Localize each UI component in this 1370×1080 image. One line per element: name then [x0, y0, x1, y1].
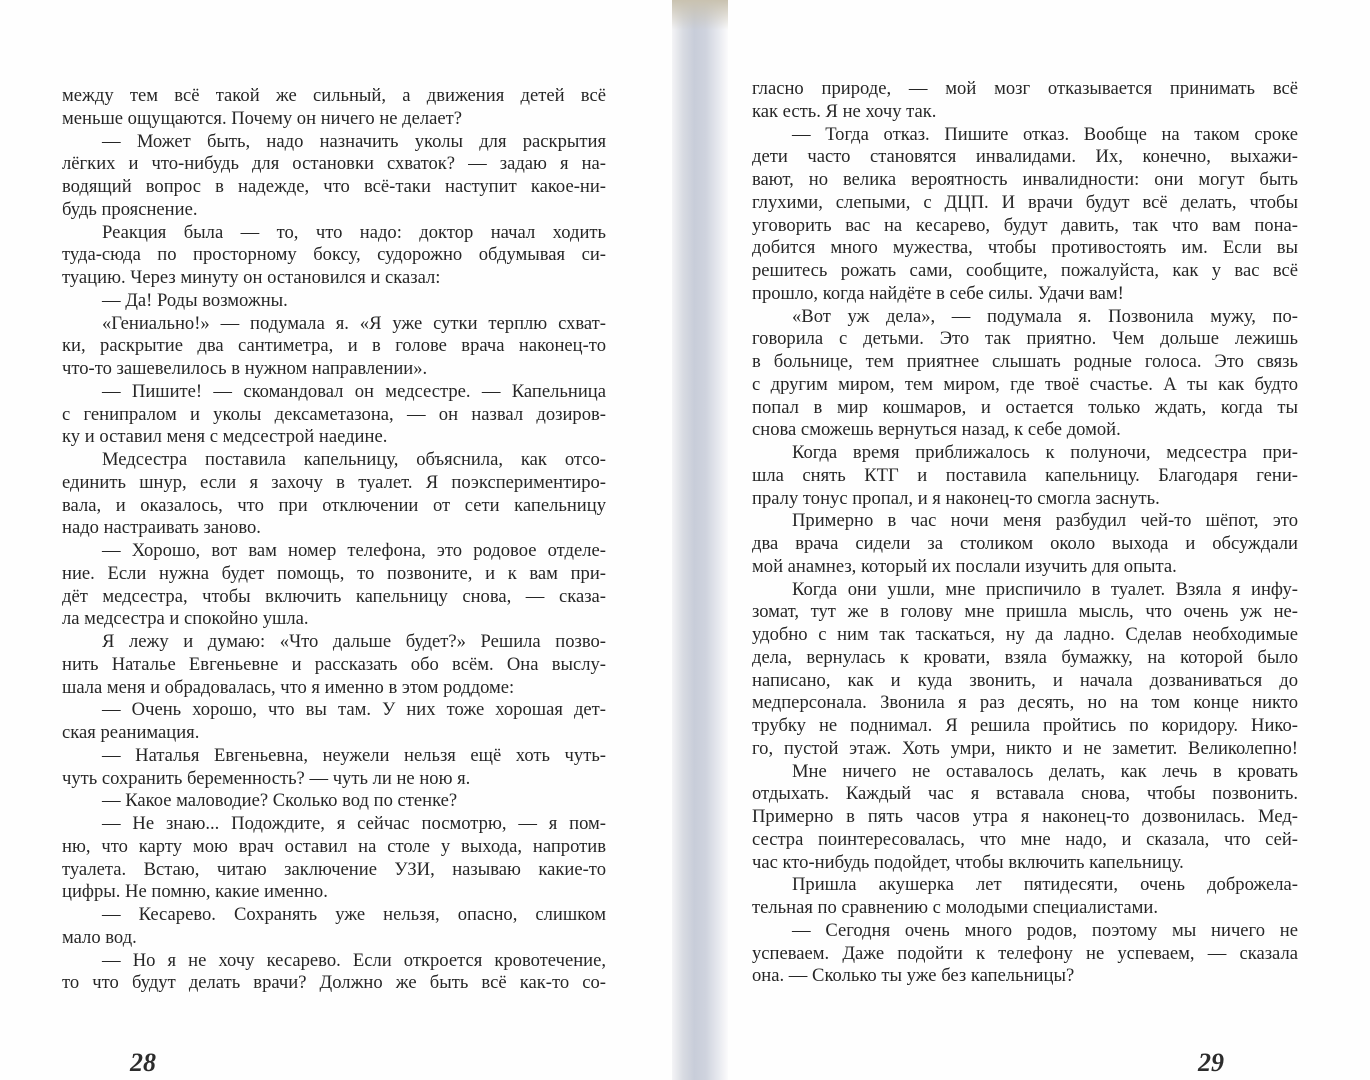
text-line: туалета. Встаю, читаю заключение УЗИ, называю какие-то — [62, 858, 606, 880]
text-line: мой анамнез, который их послали изучить для опыта. — [752, 555, 1177, 577]
text-line: ки, раскрытие два сантиметра, и в голове врача наконец-то — [62, 335, 606, 357]
text-line: — Наталья Евгеньевна, неужели нельзя ещё хоть чуть- — [102, 744, 606, 766]
text-line: — Может быть, надо назначить уколы для раскрытия — [102, 130, 606, 152]
text-line: — Но я не хочу кесарево. Если откроется кровотечение, — [102, 949, 606, 971]
text-line: шала меня и обрадовалась, что я именно в этом роддоме: — [62, 676, 515, 698]
text-line: ние. Если нужна будет помощь, то позвоните, и к вам при- — [62, 562, 606, 584]
text-line: «Вот уж дела», — подумала я. Позвонила мужу, по- — [792, 305, 1298, 327]
text-line: Примерно в пять часов утра я наконец-то дозвонилась. Мед- — [752, 806, 1298, 827]
text-line: с генипралом и уколы дексаметазона, — он назвал дозиров- — [62, 403, 606, 425]
text-line: «Гениально!» — подумала я. «Я уже сутки терплю схват- — [102, 312, 606, 334]
text-line: Примерно в час ночи меня разбудил чей-то шёпот, это — [792, 510, 1298, 532]
text-line: что-то зашевелилось в нужном направлении». — [62, 358, 428, 379]
text-line: надо настраивать заново. — [62, 517, 261, 539]
text-line: меньше ощущаются. Почему он ничего не делает? — [62, 107, 463, 129]
text-line: два врача сидели за столиком около выхода и обсуждали — [752, 533, 1298, 554]
gutter-shadow — [672, 0, 728, 30]
text-line: то что будут делать врачи? Должно же быть всё как-то со- — [62, 972, 606, 994]
text-line: — Хорошо, вот вам номер телефона, это родовое отделе- — [102, 540, 606, 561]
text-line: единить шнур, если я захочу в туалет. Я поэкспериментиро- — [62, 471, 606, 493]
text-line: уговорить вас на кесарево, будут давить, так что вам пона- — [752, 214, 1298, 236]
text-line: ку и оставил меня с медсестрой наедине. — [62, 426, 388, 448]
text-line: мало вод. — [62, 926, 137, 948]
text-line: сестра поинтересовалась, что мне надо, и сказала, что сей- — [752, 828, 1298, 850]
text-line: чуть сохранить беременность? — чуть ли не ною я. — [62, 767, 471, 789]
text-line: как есть. Я не хочу так. — [752, 100, 937, 122]
text-line: прошло, когда найдёте в себе силы. Удачи вам! — [752, 282, 1124, 304]
text-line: ла медсестра и спокойно ушла. — [62, 608, 309, 630]
text-line: вают, но велика вероятность инвалидности: они могут быть — [752, 169, 1298, 190]
text-line: шла снять КТГ и поставила капельницу. Благодаря гени- — [752, 464, 1298, 486]
text-line: — Пишите! — скомандовал он медсестре. — Капельница — [102, 380, 606, 402]
text-line: между тем всё такой же сильный, а движения детей всё — [62, 85, 606, 106]
text-line: трубку не поднимал. Я решила пройтись по коридору. Нико- — [752, 715, 1298, 736]
text-line: зомат, тут же в голову мне пришла мысль, что очень уж не- — [752, 601, 1298, 623]
text-line: в больнице, тем приятнее слышать родные голоса. Это связь — [752, 351, 1298, 372]
text-line: дела, вернулась к кровати, взяла бумажку, на которой было — [752, 646, 1298, 668]
left-page — [0, 0, 680, 1080]
right-page-text — [752, 78, 1298, 988]
text-line: ская реанимация. — [62, 722, 200, 743]
text-line: Мне ничего не оставалось делать, как лечь в кровать — [792, 760, 1298, 782]
text-line: лёгких и что-нибудь для остановки схваток? — задаю я на- — [62, 153, 606, 175]
text-line: туда-сюда по просторному боксу, судорожно обдумывая си- — [62, 244, 606, 266]
text-line: снова сможешь вернуться назад, к себе домой. — [752, 419, 1121, 441]
text-line: — Какое маловодие? Сколько вод по стенке? — [102, 790, 458, 812]
text-line: — Кесарево. Сохранять уже нельзя, опасно, слишком — [102, 904, 606, 925]
text-line: с другим миром, тем миром, где твоё счастье. А ты как будто — [752, 373, 1298, 395]
page-number-right: 29 — [1198, 1048, 1224, 1077]
text-line: — Очень хорошо, что вы там. У них тоже хорошая дет- — [102, 699, 606, 721]
text-line: туацию. Через минуту он остановился и сказал: — [62, 267, 441, 288]
page-number-left: 28 — [130, 1048, 156, 1077]
text-line: Я лежу и думаю: «Что дальше будет?» Решила позво- — [102, 631, 606, 652]
text-line: ню, что карту мою врач оставил на столе у выхода, напротив — [62, 835, 606, 857]
text-line: дёт медсестра, чтобы включить капельницу снова, — сказа- — [62, 585, 606, 607]
text-line: вала, и оказалось, что при отключении от сети капельницу — [62, 494, 606, 516]
text-line: пралу тонус пропал, и я наконец-то смогла заснуть. — [752, 487, 1160, 509]
text-line: — Не знаю... Подождите, я сейчас посмотрю, — я пом- — [102, 813, 606, 834]
text-line: тельная по сравнению с молодыми специалистами. — [752, 897, 1158, 918]
text-line: — Тогда отказ. Пишите отказ. Вообще на таком сроке — [792, 123, 1298, 145]
text-line: Медсестра поставила капельницу, объяснила, как отсо- — [102, 449, 606, 470]
book-gutter — [672, 0, 728, 1080]
text-line: решитесь рожать сами, сообщите, пожалуйста, как у вас всё — [752, 260, 1298, 281]
text-line: цифры. Не помню, какие именно. — [62, 881, 328, 903]
text-line: медперсонала. Звонила я раз десять, но на том конце никто — [752, 692, 1298, 714]
left-page-text — [62, 85, 606, 995]
text-line: глухими, слепыми, с ДЦП. И врачи будут всё делать, чтобы — [752, 191, 1298, 213]
text-line: отдыхать. Каждый час я вставала снова, чтобы позвонить. — [752, 783, 1298, 805]
text-line: будь прояснение. — [62, 198, 198, 220]
text-line: дети часто становятся инвалидами. Их, конечно, выхажи- — [752, 146, 1298, 168]
text-line: го, пустой этаж. Хоть умри, никто и не заметит. Великолепно! — [752, 737, 1298, 759]
text-line: час кто-нибудь подойдет, чтобы включить капельницу. — [752, 851, 1184, 873]
text-line: удобно с ним так таскаться, ну да ладно. Сделав необходимые — [752, 624, 1298, 645]
text-line: — Да! Роды возможны. — [102, 289, 288, 311]
text-line: водящий вопрос в надежде, что всё-таки наступит какое-ни- — [62, 176, 606, 197]
text-line: Когда они ушли, мне приспичило в туалет. Взяла я инфу- — [792, 578, 1298, 600]
text-line: нить Наталье Евгеньевне и рассказать обо всём. Она выслу- — [62, 653, 606, 675]
text-line: — Сегодня очень много родов, поэтому мы ничего не — [792, 919, 1298, 941]
text-line: Пришла акушерка лет пятидесяти, очень доброжела- — [792, 874, 1298, 896]
text-line: Когда время приближалось к полуночи, медсестра при- — [792, 442, 1298, 463]
text-line: гласно природе, — мой мозг отказывается принимать всё — [752, 78, 1298, 99]
text-line: Реакция была — то, что надо: доктор начал ходить — [102, 221, 606, 243]
text-line: попал в мир кошмаров, и остается только ждать, когда ты — [752, 396, 1298, 418]
text-line: добится много мужества, чтобы противостоять им. Если вы — [752, 237, 1298, 259]
text-line: написано, как и куда звонить, и начала дозваниваться до — [752, 669, 1298, 691]
text-line: она. — Сколько ты уже без капельницы? — [752, 965, 1075, 987]
right-page — [680, 0, 1370, 1080]
text-line: успеваем. Даже подойти к телефону не успеваем, — сказала — [752, 942, 1298, 964]
text-line: говорила с детьми. Это так приятно. Чем дольше лежишь — [752, 328, 1298, 350]
